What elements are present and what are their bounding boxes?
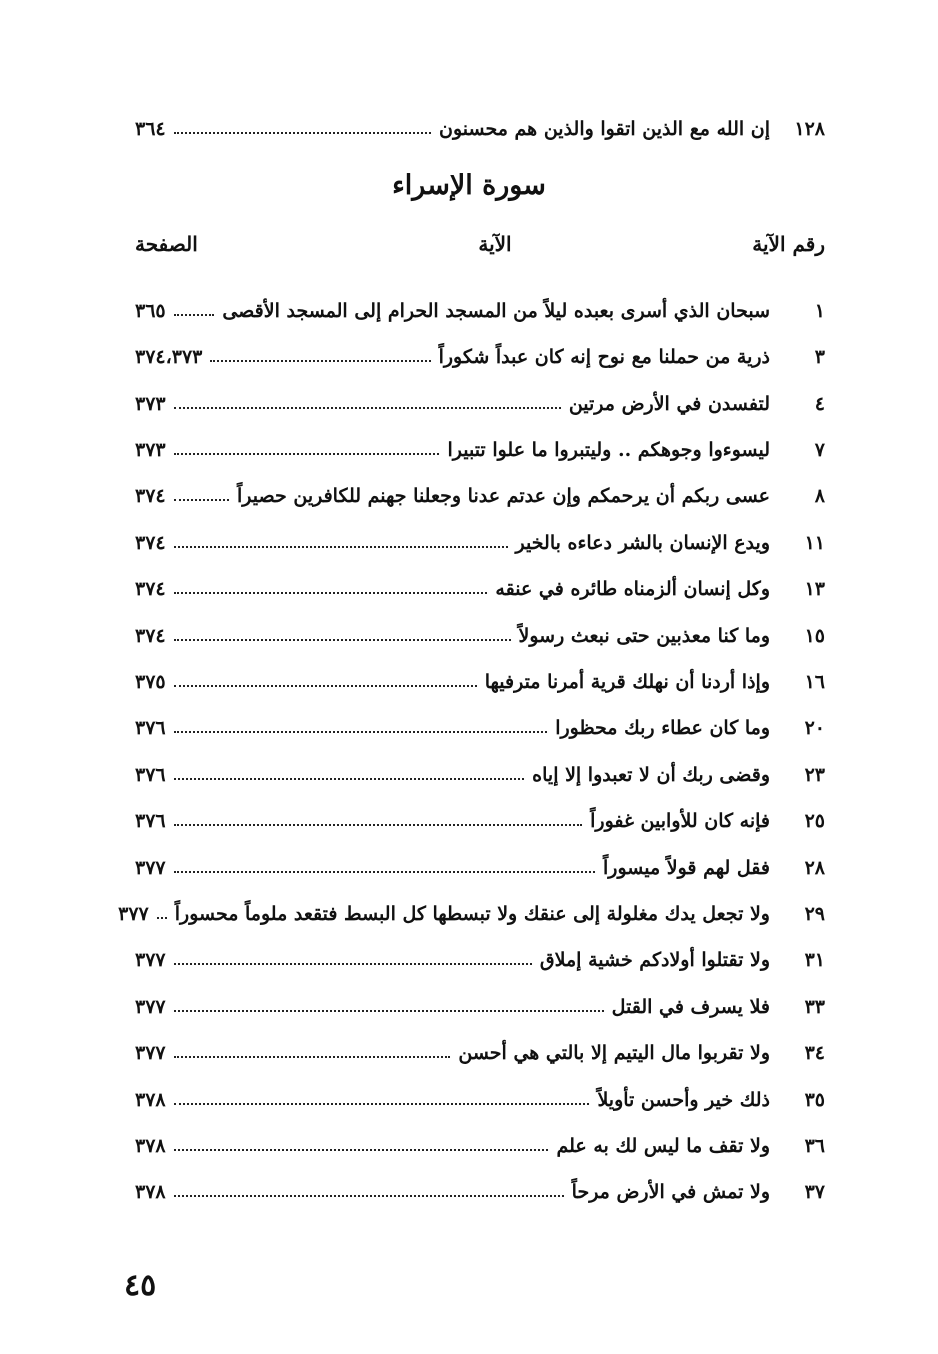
verse-number: ٣٧: [804, 1181, 825, 1203]
dot-leader: [174, 824, 583, 826]
verse-number: ١٥: [804, 625, 825, 647]
verse-text: وإذا أردنا أن نهلك قرية أمرنا مترفيها: [484, 671, 770, 693]
verse-number: ٣١: [804, 949, 825, 971]
verse-number: ١٦: [804, 671, 825, 693]
verse-text: لتفسدن في الأرض مرتين: [568, 393, 770, 415]
page-reference: ٣٧٧: [118, 903, 149, 925]
dot-leader: [174, 963, 532, 965]
index-entry: [135, 615, 825, 649]
dot-leader: [174, 1010, 604, 1012]
verse-text: عسى ربكم أن يرحمكم وإن عدتم عدنا وجعلنا جهنم للكافرين حصيراً: [237, 485, 770, 507]
verse-text: ولا تقف ما ليس لك به علم: [556, 1135, 770, 1157]
page-reference: ٣٧٣: [135, 439, 166, 461]
dot-leader: [174, 1103, 590, 1105]
verse-number: ٣٥: [804, 1089, 825, 1111]
index-entry: [135, 939, 825, 973]
page-reference: ٣٧٣: [135, 393, 166, 415]
page-reference: ٣٧٦: [135, 717, 166, 739]
dot-leader: [174, 871, 595, 873]
verse-text: سبحان الذي أسرى بعبده ليلاً من المسجد الحرام إلى المسجد الأقصى: [222, 300, 770, 322]
dot-leader: [174, 685, 477, 687]
page-reference: ٣٧٥: [135, 671, 166, 693]
page-reference: ٣٧٦: [135, 764, 166, 786]
index-entry: [135, 383, 825, 417]
verse-number: ٨: [814, 485, 825, 507]
verse-text: ذرية من حملنا مع نوح إنه كان عبداً شكوراً: [438, 346, 770, 368]
column-header: [135, 232, 825, 264]
page-reference: ٣٧٧: [135, 949, 166, 971]
index-entry: [118, 893, 825, 927]
verse-number: ١١: [804, 532, 825, 554]
index-entry: [135, 661, 825, 695]
header-verse-number: رقم الآية: [752, 232, 825, 256]
dot-leader: [174, 639, 511, 641]
verse-text: ذلك خير وأحسن تأويلاً: [597, 1089, 770, 1111]
verse-text: ولا تقربوا مال اليتيم إلا بالتي هي أحسن: [458, 1042, 770, 1064]
index-entry: [135, 986, 825, 1020]
verse-number: ٧: [814, 439, 825, 461]
dot-leader: [174, 407, 561, 409]
page-reference: ٣٧٧: [135, 857, 166, 879]
page-reference: ٣٧٨: [135, 1089, 166, 1111]
index-entry: [135, 1171, 825, 1205]
verse-number: ٣٤: [804, 1042, 825, 1064]
dot-leader: [174, 453, 440, 455]
verse-number: ٢٨: [804, 857, 825, 879]
page-reference: ٣٧٨: [135, 1181, 166, 1203]
verse-number: ٢٠: [804, 717, 825, 739]
verse-number: ٢٥: [804, 810, 825, 832]
verse-text: فإنه كان للأوابين غفوراً: [590, 810, 770, 832]
page-reference: ٣٧٨: [135, 1135, 166, 1157]
verse-text: ولا تقتلوا أولادكم خشية إملاق: [539, 949, 770, 971]
verse-text: فلا يسرف في القتل: [611, 996, 770, 1018]
verse-text: وما كان عطاء ربك محظورا: [555, 717, 770, 739]
page-reference: ٣٧٤،٣٧٣: [135, 346, 203, 368]
page-reference: ٣٧٤: [135, 532, 166, 554]
dot-leader: [157, 917, 167, 919]
header-verse: الآية: [478, 232, 512, 256]
dot-leader: [174, 778, 525, 780]
index-entry: [135, 568, 825, 602]
page-reference: ٣٧٧: [135, 996, 166, 1018]
page-reference: ٣٧٤: [135, 578, 166, 600]
verse-number: ٣٣: [804, 996, 825, 1018]
dot-leader: [174, 1149, 549, 1151]
verse-text: ليسوءوا وجوهكم .. وليتبروا ما علوا تتبيرا: [447, 439, 770, 461]
verse-text: ولا تمش في الأرض مرحاً: [571, 1181, 770, 1203]
verse-text: ولا تجعل يدك مغلولة إلى عنقك ولا تبسطها كل البسط فتقعد ملوماً محسوراً: [174, 903, 770, 925]
index-entry: [135, 1079, 825, 1113]
surah-title: سورة الإسراء: [392, 170, 546, 201]
index-entry: [135, 429, 825, 463]
index-entry: [135, 754, 825, 788]
verse-number: ٢٩: [804, 903, 825, 925]
page-reference: ٣٦٥: [135, 300, 166, 322]
verse-text: وكل إنسان ألزمناه طائره في عنقه: [495, 578, 770, 600]
index-entry: [135, 475, 825, 509]
dot-leader: [210, 360, 430, 362]
header-page: الصفحة: [135, 232, 198, 256]
index-entry: [135, 847, 825, 881]
verse-text: ويدع الإنسان بالشر دعاءه بالخير: [515, 532, 770, 554]
verse-number: ١: [814, 300, 825, 322]
page-reference: ٣٧٤: [135, 625, 166, 647]
verse-text: وما كنا معذبين حتى نبعث رسولاً: [518, 625, 770, 647]
page-reference: ٣٦٤: [135, 118, 166, 140]
dot-leader: [174, 132, 431, 134]
index-entry: [135, 290, 825, 324]
dot-leader: [174, 1195, 564, 1197]
verse-number: ١٢٨: [794, 118, 825, 140]
verse-number: ٤: [814, 393, 825, 415]
index-entry: [135, 1125, 825, 1159]
page-number: ٤٥: [124, 1268, 157, 1303]
verse-text: فقل لهم قولاً ميسوراً: [603, 857, 770, 879]
page-reference: ٣٧٧: [135, 1042, 166, 1064]
index-entry: [135, 707, 825, 741]
index-entry: [135, 800, 825, 834]
dot-leader: [174, 592, 488, 594]
index-entry: [135, 336, 825, 370]
verse-text: وقضى ربك أن لا تعبدوا إلا إياه: [532, 764, 770, 786]
verse-number: ١٣: [804, 578, 825, 600]
verse-number: ٣٦: [804, 1135, 825, 1157]
dot-leader: [174, 1056, 451, 1058]
page-reference: ٣٧٤: [135, 485, 166, 507]
dot-leader: [174, 499, 229, 501]
page-reference: ٣٧٦: [135, 810, 166, 832]
verse-number: ٢٣: [804, 764, 825, 786]
dot-leader: [174, 546, 508, 548]
index-entry: [135, 1032, 825, 1066]
dot-leader: [174, 731, 548, 733]
index-entry: [135, 522, 825, 556]
verse-text: إن الله مع الذين اتقوا والذين هم محسنون: [439, 118, 770, 140]
dot-leader: [174, 314, 215, 316]
index-entry-top: [135, 108, 825, 142]
verse-number: ٣: [814, 346, 825, 368]
